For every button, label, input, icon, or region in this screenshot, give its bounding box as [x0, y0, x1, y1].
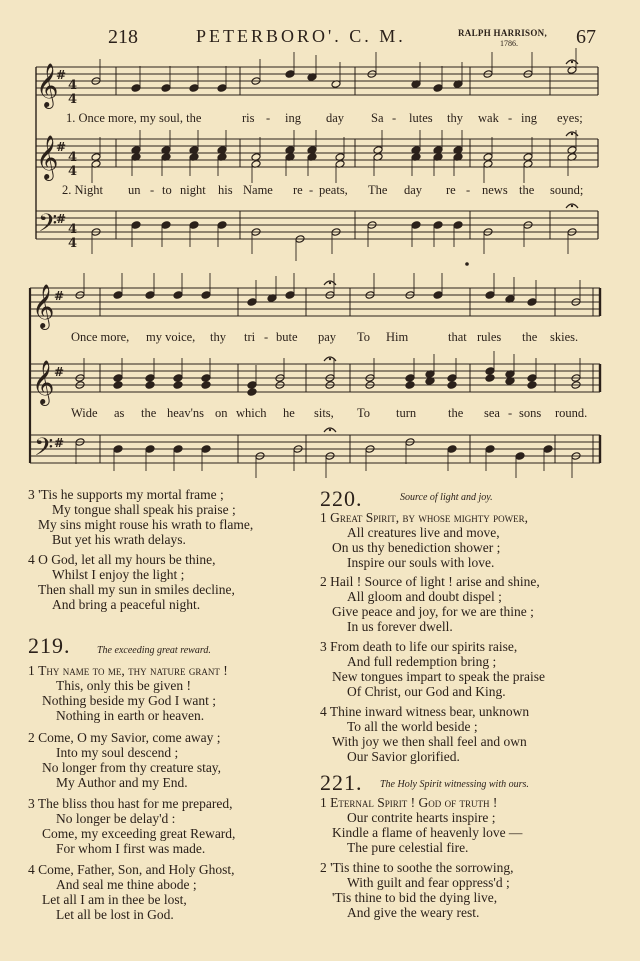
sharp-sign: #	[54, 365, 65, 379]
fermata-dot	[329, 282, 331, 284]
verse-number: 1	[320, 795, 327, 810]
lyric-word: the	[522, 330, 538, 344]
composer: RALPH HARRISON,	[458, 28, 548, 38]
verse-text: From death to life our spirits raise,	[330, 639, 518, 654]
verse-text: Hail ! Source of light ! arise and shine,	[330, 574, 540, 589]
treble-clef: 𝄞	[36, 63, 59, 107]
quarter-note	[247, 381, 257, 390]
lyric-word: day	[326, 111, 345, 125]
quarter-note	[113, 381, 123, 390]
verse-line	[28, 552, 215, 568]
lyric-word: thy	[447, 111, 463, 125]
lyric-word: to	[162, 183, 172, 197]
lyric-word: eyes;	[557, 111, 583, 125]
verse-text: Great Spirit, by whose mighty power,	[330, 510, 529, 525]
lyric-word: the	[141, 406, 157, 420]
quarter-note	[485, 445, 495, 454]
fermata-dot	[329, 429, 331, 431]
quarter-note	[247, 388, 257, 397]
verse-number: 3	[28, 487, 35, 502]
verse-line: This, only this be given !	[56, 678, 191, 693]
quarter-note	[485, 291, 495, 300]
lyric-word: -	[508, 111, 513, 125]
verse-text: Thy name to me, thy nature grant !	[38, 663, 228, 678]
lyric-word: -	[392, 111, 397, 125]
verse-line: Let all be lost in God.	[56, 907, 174, 922]
quarter-note	[131, 84, 141, 93]
verse-line: But yet his wrath delays.	[52, 532, 186, 547]
verse-line: The pure celestial fire.	[347, 840, 469, 855]
verse-line	[28, 487, 224, 503]
lyric-word: his	[218, 183, 233, 197]
quarter-note	[201, 374, 211, 383]
verse-number: 4	[28, 862, 35, 877]
quarter-note	[527, 374, 537, 383]
verse-text: 'Tis thine to soothe the sorrowing,	[330, 860, 514, 875]
verse-line: My tongue shall speak his praise ;	[52, 502, 236, 517]
verse-text: Eternal Spirit ! God of truth !	[330, 795, 498, 810]
ink-dot	[465, 262, 469, 266]
verse-line: And give the weary rest.	[347, 905, 480, 920]
verse-number: 1	[28, 663, 35, 678]
quarter-note	[113, 374, 123, 383]
verse-text: Come, Father, Son, and Holy Ghost,	[38, 862, 235, 877]
verse-line	[28, 730, 221, 746]
fermata-dot	[329, 358, 331, 360]
lyric-word: rules	[477, 330, 502, 344]
lyric-word: ing	[285, 111, 301, 125]
hymn-subtitle: The exceeding great reward.	[97, 645, 211, 656]
quarter-note	[113, 445, 123, 454]
verse-number: 1	[320, 510, 327, 525]
quarter-note	[447, 381, 457, 390]
lyric-word: day	[404, 183, 423, 197]
verse-line	[320, 860, 514, 876]
lyric-word: Once more,	[71, 330, 130, 344]
quarter-note	[201, 381, 211, 390]
time-signature-top: 4	[68, 78, 78, 93]
lyric-word: skies.	[550, 330, 579, 344]
verse-line: And bring a peaceful night.	[52, 597, 201, 612]
verse-line: In us forever dwell.	[347, 619, 453, 634]
lyric-word: ing	[521, 111, 537, 125]
verse-text: Thine inward witness bear, unknown	[329, 704, 530, 719]
sharp-sign: #	[56, 212, 67, 226]
quarter-note	[173, 374, 183, 383]
verse-line: My sins might rouse his wrath to flame,	[38, 517, 254, 532]
verse-line	[320, 704, 529, 720]
verse-line: With guilt and fear oppress'd ;	[347, 875, 510, 890]
quarter-note	[405, 381, 415, 390]
verse-line: No longer from thy creature stay,	[42, 760, 222, 775]
verse-number: 2	[28, 730, 35, 745]
verse-line: Give peace and joy, for we are thine ;	[332, 604, 534, 619]
lyric-word: turn	[396, 406, 417, 420]
quarter-note	[453, 221, 463, 230]
verse-line: And seal me thine abode ;	[56, 877, 197, 892]
verse-line: Then shall my sun in smiles decline,	[38, 582, 235, 597]
lyric-word: peats,	[319, 183, 348, 197]
lyric-word: Name	[243, 183, 273, 197]
lyric-word: -	[266, 111, 271, 125]
time-signature-top: 4	[68, 222, 78, 237]
verse-line: Into my soul descend ;	[56, 745, 179, 760]
quarter-note	[131, 221, 141, 230]
lyric-word: which	[236, 406, 267, 420]
verse-number: 3	[320, 639, 327, 654]
verse-line: Our Savior glorified.	[347, 749, 460, 764]
quarter-note	[433, 84, 443, 93]
lyric-word: tri	[244, 330, 256, 344]
lyric-word: re	[446, 183, 456, 197]
quarter-note	[527, 298, 537, 307]
lyric-word: thy	[210, 330, 226, 344]
lyric-word: as	[114, 406, 125, 420]
lyric-word: the	[448, 406, 464, 420]
verse-text: 'Tis he supports my mortal frame ;	[38, 487, 224, 502]
treble-clef: 𝄞	[32, 360, 55, 404]
lyric-word: -	[264, 330, 269, 344]
verse-line: All gloom and doubt dispel ;	[347, 589, 502, 604]
lyric-word: bute	[276, 330, 298, 344]
verse-line: Whilst I enjoy the light ;	[52, 567, 185, 582]
verse-line: Inspire our souls with love.	[347, 555, 495, 570]
verse-line: Of Christ, our God and King.	[347, 684, 506, 699]
hymn-number: 219.	[28, 633, 71, 658]
lyric-word: sons	[519, 406, 542, 420]
treble-clef: 𝄞	[36, 135, 59, 179]
page-number-right: 67	[576, 26, 596, 48]
quarter-note	[145, 381, 155, 390]
verse-line	[28, 663, 228, 679]
verse-text: O God, let all my hours be thine,	[38, 552, 216, 567]
verse-line: For whom I first was made.	[56, 841, 206, 856]
lyric-word: Wide	[71, 406, 98, 420]
verse-line: Come, my exceeding great Reward,	[42, 826, 236, 841]
lyric-word: Him	[386, 330, 409, 344]
verse-line	[320, 639, 517, 655]
lyric-word: -	[309, 183, 314, 197]
lyric-word: heav'ns	[167, 406, 204, 420]
lyric-word: my voice,	[146, 330, 196, 344]
fermata-dot	[571, 133, 573, 135]
quarter-note	[145, 291, 155, 300]
quarter-note	[447, 445, 457, 454]
hymn-subtitle: Source of light and joy.	[400, 492, 493, 503]
lyric-word: 2. Night	[62, 183, 103, 197]
verse-line	[28, 796, 232, 812]
verse-number: 2	[320, 574, 327, 589]
quarter-note	[217, 84, 227, 93]
lyric-word: news	[482, 183, 508, 197]
verse-line	[320, 510, 528, 526]
lyric-word: The	[368, 183, 388, 197]
quarter-note	[145, 445, 155, 454]
quarter-note	[189, 221, 199, 230]
quarter-note	[189, 84, 199, 93]
quarter-note	[145, 374, 155, 383]
verse-line: Kindle a flame of heavenly love —	[332, 825, 523, 840]
lyric-word: -	[466, 183, 471, 197]
lyric-word: To	[357, 406, 371, 420]
lyric-word: -	[150, 183, 155, 197]
quarter-note	[285, 291, 295, 300]
lyric-word: round.	[555, 406, 588, 420]
verse-line: With joy we then shall feel and own	[332, 734, 527, 749]
time-signature-top: 4	[68, 150, 78, 165]
verse-line	[28, 862, 234, 878]
quarter-note	[485, 374, 495, 383]
verse-number: 2	[320, 860, 327, 875]
fermata-dot	[571, 205, 573, 207]
verse-line: And full redemption bring ;	[347, 654, 497, 669]
quarter-note	[405, 374, 415, 383]
quarter-note	[201, 445, 211, 454]
sharp-sign: #	[54, 436, 65, 450]
quarter-note	[433, 291, 443, 300]
verse-line: Our contrite hearts inspire ;	[347, 810, 496, 825]
quarter-note	[113, 291, 123, 300]
sharp-sign: #	[56, 140, 67, 154]
hymn-number: 221.	[320, 770, 363, 795]
time-signature-bottom: 4	[68, 164, 78, 179]
quarter-note	[285, 70, 295, 79]
quarter-note	[173, 291, 183, 300]
lyric-word: that	[448, 330, 467, 344]
lyric-word: 1. Once more, my soul, the	[66, 111, 202, 125]
lyric-word: re	[293, 183, 303, 197]
treble-clef: 𝄞	[32, 284, 55, 328]
lyric-word: To	[357, 330, 371, 344]
lyric-word: ris	[242, 111, 255, 125]
verse-line: Nothing beside my God I want ;	[42, 693, 216, 708]
quarter-note	[447, 374, 457, 383]
lyric-word: -	[508, 406, 513, 420]
quarter-note	[217, 221, 227, 230]
quarter-note	[201, 291, 211, 300]
verse-line: Let all I am in thee be lost,	[42, 892, 187, 907]
time-signature-bottom: 4	[68, 236, 78, 251]
quarter-note	[173, 445, 183, 454]
time-signature-bottom: 4	[68, 92, 78, 107]
verse-line: To all the world beside ;	[347, 719, 478, 734]
lyric-word: the	[519, 183, 535, 197]
lyric-word: night	[180, 183, 206, 197]
composer-year: 1786.	[500, 39, 518, 48]
quarter-note	[161, 221, 171, 230]
verse-line: All creatures live and move,	[347, 525, 500, 540]
lyric-word: un	[128, 183, 141, 197]
quarter-note	[161, 84, 171, 93]
quarter-note	[411, 221, 421, 230]
quarter-note	[485, 367, 495, 376]
quarter-note	[515, 452, 525, 461]
bass-clef: 𝄢	[38, 209, 58, 244]
verse-line: 'Tis thine to bid the dying live,	[332, 890, 498, 905]
verse-number: 3	[28, 796, 35, 811]
quarter-note	[433, 221, 443, 230]
verse-line	[320, 574, 540, 590]
verse-number: 4	[320, 704, 327, 719]
verse-line: Nothing in earth or heaven.	[56, 708, 205, 723]
verse-text: The bliss thou hast for me prepared,	[37, 796, 233, 811]
sharp-sign: #	[54, 289, 65, 303]
sharp-sign: #	[56, 68, 67, 82]
verse-text: Come, O my Savior, come away ;	[38, 730, 221, 745]
hymn-subtitle: The Holy Spirit witnessing with ours.	[380, 779, 529, 790]
hymn-number: 220.	[320, 486, 363, 511]
verse-number: 4	[28, 552, 35, 567]
lyric-word: sound;	[550, 183, 584, 197]
page-number-left: 218	[108, 26, 138, 48]
lyric-word: he	[283, 406, 295, 420]
quarter-note	[247, 298, 257, 307]
verse-line	[320, 795, 497, 811]
bass-clef: 𝄢	[34, 433, 54, 468]
lyric-word: Sa	[371, 111, 384, 125]
verse-line: No longer be delay'd :	[56, 811, 176, 826]
lyric-word: wak	[478, 111, 499, 125]
fermata-dot	[571, 61, 573, 63]
lyric-word: lutes	[409, 111, 433, 125]
quarter-note	[543, 445, 553, 454]
lyric-word: sits,	[314, 406, 334, 420]
verse-line: My Author and my End.	[56, 775, 188, 790]
lyric-word: sea	[484, 406, 500, 420]
tune-title: PETERBORO'. C. M.	[196, 26, 406, 46]
quarter-note	[527, 381, 537, 390]
verse-line: On us thy benediction shower ;	[332, 540, 501, 555]
lyric-word: on	[215, 406, 228, 420]
lyric-word: pay	[318, 330, 337, 344]
quarter-note	[173, 381, 183, 390]
verse-line: New tongues impart to speak the praise	[332, 669, 545, 684]
